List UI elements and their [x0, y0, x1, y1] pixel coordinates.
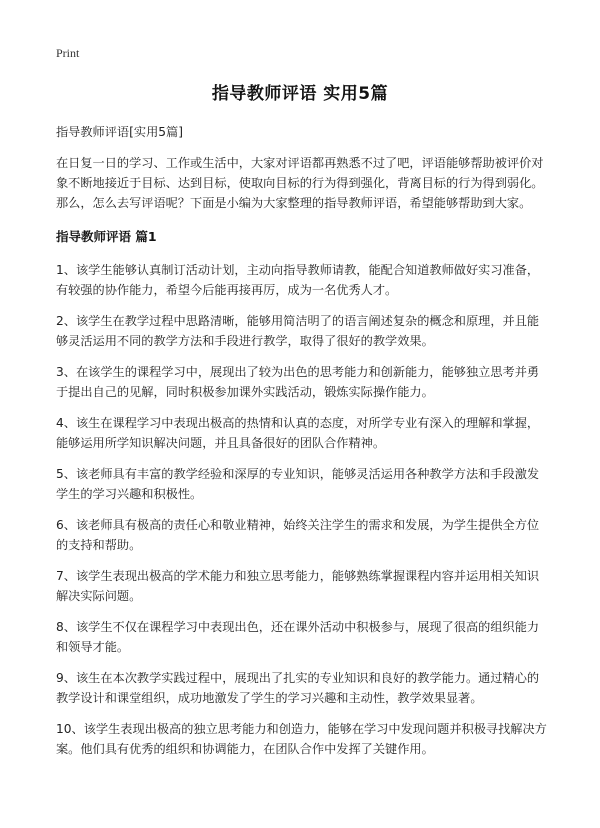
comment-item-5: 5、该老师具有丰富的教学经验和深厚的专业知识，能够灵活运用各种教学方法和手段激发学生的学习兴趣和积极性。	[56, 467, 540, 501]
comment-item-7: 7、该学生表现出极高的学术能力和独立思考能力，能够熟练掌握课程内容并运用相关知识解决实际问题。	[56, 569, 540, 603]
comment-item-8: 8、该学生不仅在课程学习中表现出色，还在课外活动中积极参与，展现了很高的组织能力和领导才能。	[56, 620, 540, 654]
comment-item-4: 4、该生在课程学习中表现出极高的热情和认真的态度，对所学专业有深入的理解和掌握，能够运用所学知识解决问题，并且具备很好的团队合作精神。	[56, 416, 540, 450]
comment-item-6: 6、该老师具有极高的责任心和敬业精神，始终关注学生的需求和发展，为学生提供全方位的支持和帮助。	[56, 518, 540, 552]
document-body	[56, 122, 550, 770]
print-link[interactable]: Print	[56, 46, 80, 60]
document-subtitle: 指导教师评语[实用5篇]	[56, 125, 183, 139]
comment-item-1: 1、该学生能够认真制订活动计划，主动向指导教师请教，能配合知道教师做好实习准备，有较强的协作能力，希望今后能再接再厉，成为一名优秀人才。	[56, 263, 540, 297]
page-title: 指导教师评语 实用5篇	[211, 84, 389, 104]
comment-item-10: 10、该学生表现出极高的独立思考能力和创造力，能够在学习中发现问题并积极寻找解决方案。他们具有优秀的组织和协调能力，在团队合作中发挥了关键作用。	[56, 722, 547, 756]
comment-item-3: 3、在该学生的课程学习中，展现出了较为出色的思考能力和创新能力，能够独立思考并勇于提出自己的见解，同时积极参加课外实践活动，锻炼实际操作能力。	[56, 365, 540, 399]
comment-item-2: 2、该学生在教学过程中思路清晰，能够用简洁明了的语言阐述复杂的概念和原理，并且能够灵活运用不同的教学方法和手段进行教学，取得了很好的教学效果。	[56, 314, 540, 348]
section-heading: 指导教师评语 篇1	[56, 229, 157, 244]
intro-paragraph: 在日复一日的学习、工作或生活中，大家对评语都再熟悉不过了吧，评语能够帮助被评价对象不断地接近于目标、达到目标，使取向目标的行为得到强化，背离目标的行为得到弱化。那么，怎么去写评语呢？下面是小编为大家整理的指导教师评语，希望能够帮助到大家。	[56, 156, 544, 210]
comment-item-9: 9、该生在本次教学实践过程中，展现出了扎实的专业知识和良好的教学能力。通过精心的教学设计和课堂组织，成功地激发了学生的学习兴趣和主动性，教学效果显著。	[56, 671, 540, 705]
